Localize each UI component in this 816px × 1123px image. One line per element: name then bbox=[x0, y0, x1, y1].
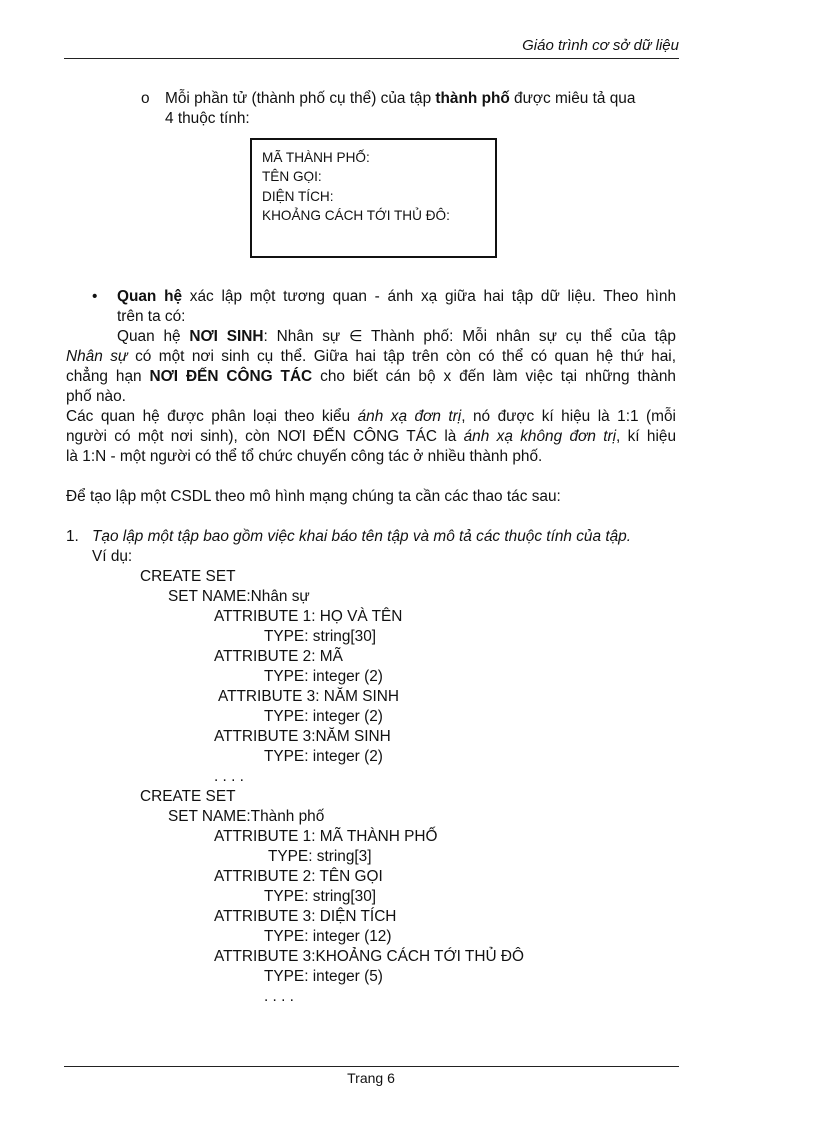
code-line: TYPE: integer (2) bbox=[264, 708, 383, 725]
relation-line-9: là 1:N - một người có thể tổ chức chuyến công tác ở nhiều thành phố. bbox=[66, 448, 543, 465]
code-line: ATTRIBUTE 1: MÃ THÀNH PHỐ bbox=[214, 828, 438, 845]
attribute-line: TÊN GỌI: bbox=[262, 169, 322, 184]
code-line: TYPE: integer (2) bbox=[264, 748, 383, 765]
intro-line-1: Mỗi phần tử (thành phố cụ thể) của tập thành phố được miêu tả qua bbox=[165, 90, 636, 107]
code-line: TYPE: string[30] bbox=[264, 628, 377, 645]
code-line: TYPE: integer (2) bbox=[264, 668, 383, 685]
relation-line-1: Quan hệ xác lập một tương quan - ánh xạ giữa hai tập dữ liệu. Theo hình bbox=[117, 288, 677, 305]
attribute-line: MÃ THÀNH PHỐ: bbox=[262, 150, 370, 165]
code-line: SET NAME:Thành phố bbox=[168, 808, 325, 825]
code-line: ATTRIBUTE 2: MÃ bbox=[214, 648, 343, 665]
code-line: TYPE: integer (12) bbox=[264, 928, 392, 945]
code-line: CREATE SET bbox=[140, 568, 236, 585]
code-line: ATTRIBUTE 3: NĂM SINH bbox=[218, 688, 399, 705]
code-line: ATTRIBUTE 3:KHOẢNG CÁCH TỚI THỦ ĐÔ bbox=[214, 948, 524, 965]
code-line: SET NAME:Nhân sự bbox=[168, 588, 310, 605]
page-header-title: Giáo trình cơ sở dữ liệu bbox=[522, 37, 679, 54]
relation-line-5: chẳng hạn NƠI ĐẾN CÔNG TÁC cho biết cán bộ x đến làm việc tại những thành bbox=[66, 368, 676, 385]
operations-intro: Để tạo lập một CSDL theo mô hình mạng chúng ta cần các thao tác sau: bbox=[66, 488, 561, 505]
attribute-box bbox=[250, 138, 497, 258]
code-line: CREATE SET bbox=[140, 788, 236, 805]
example-label: Ví dụ: bbox=[92, 548, 133, 565]
sub-bullet-marker: o bbox=[141, 90, 150, 107]
relation-line-6: phố nào. bbox=[66, 388, 126, 405]
relation-line-4: Nhân sự có một nơi sinh cụ thể. Giữa hai tập trên còn có thể có quan hệ thứ hai, bbox=[66, 348, 676, 365]
step-number: 1. bbox=[66, 528, 79, 545]
step-1-text: Tạo lập một tập bao gồm việc khai báo tên tập và mô tả các thuộc tính của tập. bbox=[92, 528, 631, 545]
relation-line-2: trên ta có: bbox=[117, 308, 186, 325]
code-line: ATTRIBUTE 2: TÊN GỌI bbox=[214, 868, 383, 885]
code-line: TYPE: string[3] bbox=[268, 848, 372, 865]
code-line: TYPE: string[30] bbox=[264, 888, 377, 905]
code-line: ATTRIBUTE 1: HỌ VÀ TÊN bbox=[214, 608, 403, 625]
bullet-marker: • bbox=[92, 288, 98, 305]
footer-rule bbox=[64, 1066, 679, 1067]
code-line: ATTRIBUTE 3: DIỆN TÍCH bbox=[214, 908, 397, 925]
relation-line-3: Quan hệ NƠI SINH: Nhân sự ∈ Thành phố: Mỗi nhân sự cụ thể của tập bbox=[117, 328, 676, 345]
attribute-line: KHOẢNG CÁCH TỚI THỦ ĐÔ: bbox=[262, 208, 450, 223]
page-number: Trang 6 bbox=[347, 1070, 395, 1086]
code-line: TYPE: integer (5) bbox=[264, 968, 383, 985]
code-ellipsis: . . . . bbox=[214, 768, 244, 785]
header-rule bbox=[64, 58, 679, 59]
intro-line-2: 4 thuộc tính: bbox=[165, 110, 250, 127]
code-ellipsis: . . . . bbox=[264, 988, 294, 1005]
relation-line-7: Các quan hệ được phân loại theo kiểu ánh xạ đơn trị, nó được kí hiệu là 1:1 (mỗi bbox=[66, 408, 676, 425]
code-line: ATTRIBUTE 3:NĂM SINH bbox=[214, 728, 391, 745]
relation-line-8: người có một nơi sinh), còn NƠI ĐẾN CÔNG TÁC là ánh xạ không đơn trị, kí hiệu bbox=[66, 428, 676, 445]
attribute-line: DIỆN TÍCH: bbox=[262, 189, 334, 204]
